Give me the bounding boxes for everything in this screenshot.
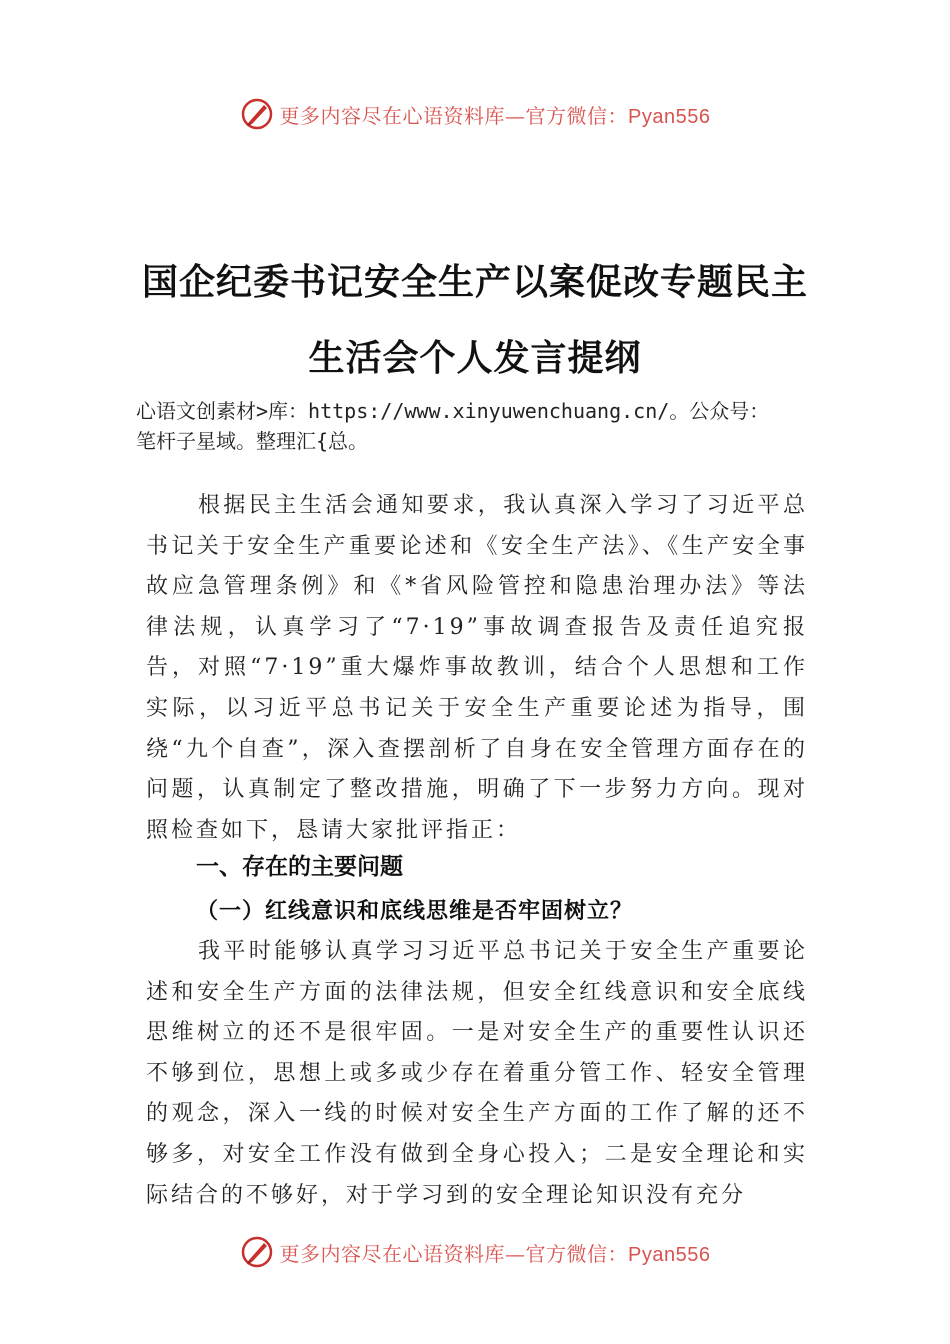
source-line-2: 笔杆子星域。整理汇{总。 [136,429,369,453]
pen-logo-icon [240,97,274,131]
banner-text: 更多内容尽在心语资料库—官方微信：Pyan556 [279,103,711,128]
pen-logo-icon [240,1235,274,1269]
doc-title-line2: 生活会个人发言提纲 [308,338,642,379]
banner-text: 更多内容尽在心语资料库—官方微信：Pyan556 [279,1241,711,1266]
doc-title-line1: 国企纪委书记安全生产以案促改专题民主 [141,262,808,303]
source-note [136,396,896,456]
section-heading: 一、存在的主要问题 [196,854,403,880]
intro-paragraph: 根据民主生活会通知要求，我认真深入学习了习近平总书记关于安全生产重要论述和《安全生产法》、《生产安全事故应急管理条例》和《*省风险管控和隐患治理办法》等法 律法规，认真学习了“7·19”事故调查报告及责任追究报告，对照“7·19”重大爆炸事故教训，结合个人思想和工作实际，以习近平总书记关于安全生产重要论述为指导，围绕“九个自查”，深入查摆剖析了自身在安全管理方面存在的问题，认真制定了整改措施，明确了下一步努力方向。现对照检查如下，恳请大家批评指正： [146,493,808,843]
wechat-id: Pyan556 [628,1243,711,1266]
subsection-heading: （一）红线意识和底线思维是否牢固树立？ [196,898,634,924]
header-banner [0,94,950,134]
intro-body [146,486,808,851]
body-paragraph: 我平时能够认真学习习近平总书记关于安全生产重要论述和安全生产方面的法律法规，但安全红线意识和安全底线思维树立的还不是很牢固。一是对安全生产的重要性认识还不够到位，思想上或多或少存在着重分管工作、轻安全管理的观念，深入一线的时候对安全生产方面的工作了解的还不够多，对安全工作没有做到全身心投入；二是安全理论和实际结合的不够好，对于学习到的安全理论知识没有充分 [146,939,808,1208]
source-line-1: 心语文创素材>库：https://www.xinyuwenchuang.cn/。公众号： [136,399,770,423]
section-body [146,932,808,1216]
wechat-id: Pyan556 [628,105,711,128]
footer-banner [0,1232,950,1272]
